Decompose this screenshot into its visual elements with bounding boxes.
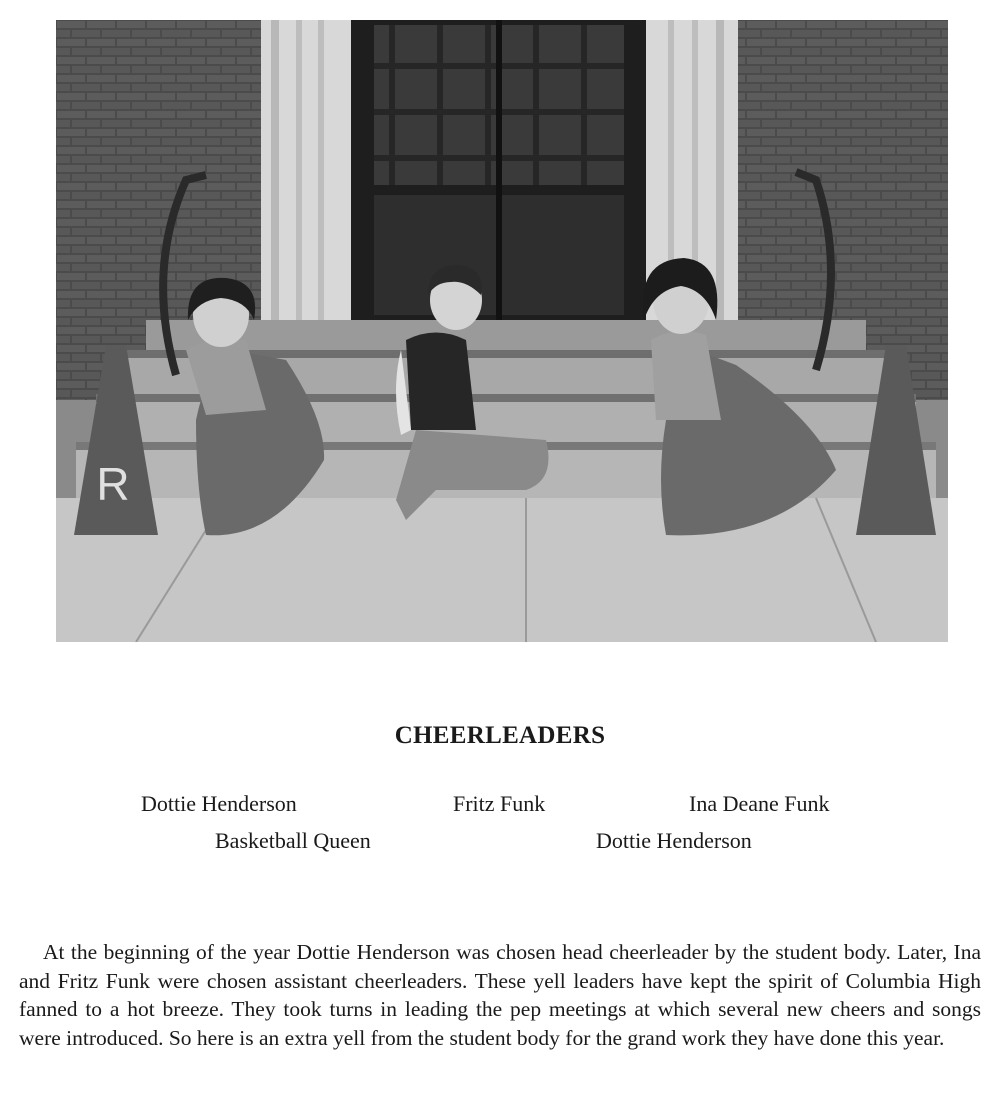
name-second-left: Basketball Queen	[215, 828, 371, 853]
page-title: CHEERLEADERS	[394, 722, 606, 749]
body-paragraph: At the beginning of the year Dottie Henderson was chosen head cheerleader by the student body. Later, Ina and Fritz Funk were chosen assistant cheerleaders. These yell leaders have kept the spirit of Columbia High fanned to a hot breeze. They took turns in leading the pep meetings at which several new cheers and songs were introduced. So here is an extra yell from the student body for the grand work they have done this year.	[19, 940, 981, 1050]
top-step	[146, 320, 866, 350]
cheerleaders-photo	[56, 20, 948, 642]
photo-illustration	[56, 20, 948, 642]
sidewalk	[56, 498, 948, 642]
name-center: Fritz Funk	[453, 791, 546, 816]
megaphone-letter: R	[96, 458, 130, 510]
name-second-right: Dottie Henderson	[596, 828, 752, 853]
name-left: Dottie Henderson	[141, 791, 297, 816]
name-right: Ina Deane Funk	[689, 791, 830, 816]
